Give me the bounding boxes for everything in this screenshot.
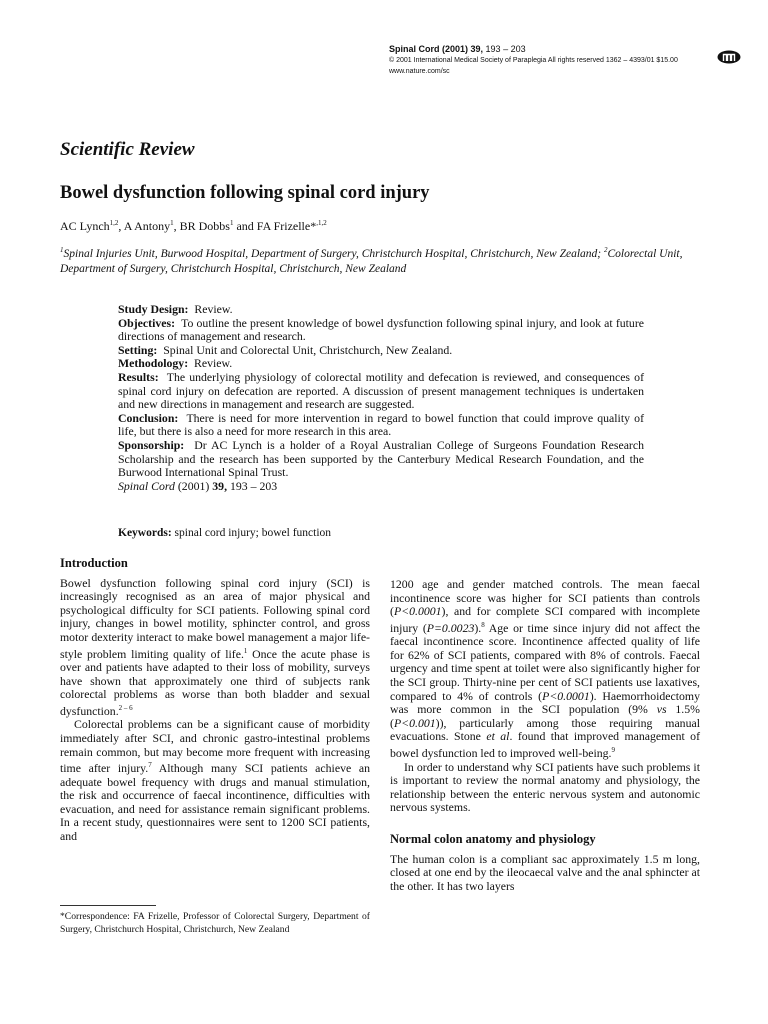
section-heading-anatomy: Normal colon anatomy and physiology [390,831,596,846]
body-text: Once the acute phase is over and patients have adapted to their loss of mobility, surveys have shown that approximately one third of subjects rank colorectal problems as worse than both bladder and sexual dysfunction. [60,646,370,718]
abstract-text: To outline the present knowledge of bowel dysfunction following spinal injury, and look at future directions of management and research. [118,315,644,344]
author-list [60,219,327,234]
p-value: P<0.0001 [393,604,442,619]
body-text: Although many SCI patients achieve an adequate bowel frequency with drugs and manual stimulation, the risk and occurrence of faecal incontinence, difficulties with evacuation, and need for assistance remain significant problems. In a recent study, questionnaires were sent to 1200 SCI patients, and [60,761,370,844]
body-text: Age or time since injury did not affect the faecal incontinence score. Incontinence affected quality of life for 62% of SCI patients, compared with 8% of controls. Faecal urgency and time spent at toilet were also significantly higher for the SCI group. Thirty-nine per cent of SCI patients use laxatives, compared to 4% of controls ( [390,620,700,703]
affiliations [60,243,720,277]
citation-journal: Spinal Cord [118,478,175,493]
body-text: ), and for complete SCI compared with incomplete injury ( [390,604,700,635]
reference-marker[interactable]: 2 – 6 [118,703,133,712]
abstract-label: Objectives: [118,315,175,330]
abstract-text: The underlying physiology of colorectal motility and defecation is reviewed, and consequences of spinal cord injury on defecation are reported. A discussion of present management techniques is undertaken and new directions in management and research are suggested. [118,369,645,412]
body-text-italic: vs [656,702,667,717]
abstract-label: Study Design: [118,302,189,316]
body-text: )), particularly among those requiring manual evacuations. Stone [390,715,700,744]
author-name[interactable]: AC Lynch [60,219,110,233]
abstract-text: Spinal Unit and Colorectal Unit, Christchurch, New Zealand. [163,342,453,357]
author-separator: and [233,219,257,233]
author-affiliation-ref: 1,2 [109,219,119,227]
p-value: P=0.0023 [426,620,475,635]
p-value: P<0.001 [393,715,436,730]
author-affiliation-ref: 1 [170,219,174,227]
author-name[interactable]: BR Dobbs [179,219,230,233]
keywords [118,527,331,539]
abstract-text: Review. [194,302,233,316]
abstract-citation [118,480,644,494]
body-text: Bowel dysfunction following spinal cord injury (SCI) is increasingly recognised as an area of major physical and psychological difficulty for SCI patients. Following spinal cord injury, changes in bowel motility, sphincter control, and gross motor dexterity interact to make bowel management a major life-style problem limiting quality of life. [60,575,370,661]
section-heading-introduction: Introduction [60,556,128,570]
abstract-sponsorship [118,439,644,480]
keywords-text: spinal cord injury; bowel function [174,527,332,539]
left-column [60,557,370,844]
affiliation-text: Colorectal Unit, Department of Surgery, Christchurch Hospital, Christchurch, New Zealand [60,247,683,275]
right-column [390,578,700,893]
body-text: 1200 age and gender matched controls. The mean faecal incontinence score was higher for SCI patients than controls ( [390,577,700,619]
abstract-results [118,371,644,412]
keywords-label: Keywords: [118,527,172,539]
abstract-label: Results: [118,369,159,384]
body-text: Colorectal problems can be a significant cause of morbidity immediately after SCI, and chronic gastro-intestinal problems remain common, but may become more frequent with increasing time after injury. [60,717,370,776]
correspondence-footnote: *Correspondence: FA Frizelle, Professor of Colorectal Surgery, Department of Surgery, Christchurch Hospital, Christchurch, New Zealand [60,911,370,935]
citation-volume: 39, [212,478,228,493]
p-value: P<0.0001 [542,688,590,703]
body-text: 1.5% ( [390,702,700,730]
body-text: ). [474,620,482,635]
reference-marker[interactable]: 9 [611,746,615,755]
publisher-logo-icon [717,50,741,64]
abstract-label: Sponsorship: [118,437,185,452]
journal-pages: 193 – 203 [485,44,526,54]
body-paragraph [60,577,370,719]
abstract-study-design [118,303,644,317]
body-text-italic: et al [486,729,510,744]
abstract-label: Methodology: [118,356,189,371]
abstract-setting [118,344,644,358]
affiliation-text: Spinal Injuries Unit, Burwood Hospital, Department of Surgery, Christchurch Hospital, Christchurch, New Zealand; [63,247,602,260]
abstract-label: Conclusion: [118,410,179,425]
article-title: Bowel dysfunction following spinal cord injury [60,183,430,203]
abstract-conclusion [118,412,644,439]
abstract-text: There is need for more intervention in regard to bowel function that could improve quality of life, but there is also a need for more research in this area. [118,410,644,439]
author-separator: , [173,219,180,233]
citation-year: (2001) [174,478,213,493]
abstract-methodology [118,357,644,371]
citation-pages: 193 – 203 [227,478,278,493]
footnote-divider [60,905,156,906]
abstract-objectives [118,317,644,344]
body-paragraph: The human colon is a compliant sac approximately 1.5 m long, closed at one end by the ileocaecal valve and the anal sphincter at the other. It has two layers [390,851,700,893]
journal-copyright: © 2001 International Medical Society of Paraplegia All rights reserved 1362 – 4393/01 $15.00 [389,57,678,64]
author-name[interactable]: A Antony [123,219,171,233]
abstract-label: Setting: [118,342,158,357]
body-text: . found that improved management of bowel dysfunction led to improved well-being. [390,729,701,760]
body-paragraph [390,578,700,761]
journal-name: Spinal Cord (2001) 39, [389,44,484,54]
section-label: Scientific Review [60,139,195,160]
abstract-text: Review. [194,356,233,371]
reference-marker[interactable]: 7 [148,761,152,770]
affiliation-number: 1 [60,246,64,254]
reference-marker[interactable]: 1 [243,646,248,655]
author-affiliation-ref: 1 [229,219,234,227]
abstract [118,303,644,493]
author-name[interactable]: FA Frizelle* [256,219,317,233]
author-affiliation-ref: ,1,2 [316,219,327,227]
author-separator: , [118,219,124,233]
abstract-text: Dr AC Lynch is a holder of a Royal Australian College of Surgeons Foundation Research Scholarship and the research has been supported by the Canterbury Medical Research Foundation, and the Burwood International Spinal Trust. [118,437,644,480]
body-text: ). Haemorrhoidectomy was more common in the SCI population (9% [390,688,700,717]
body-paragraph: In order to understand why SCI patients have such problems it is important to review the normal anatomy and physiology, the relationship between the enteric nervous system and autonomic nervous systems. [390,759,700,815]
body-paragraph [60,718,370,843]
affiliation-number: 2 [604,246,608,254]
reference-marker[interactable]: 8 [481,620,485,629]
journal-url[interactable]: www.nature.com/sc [389,68,450,75]
journal-header [389,43,689,78]
journal-citation [389,43,689,55]
